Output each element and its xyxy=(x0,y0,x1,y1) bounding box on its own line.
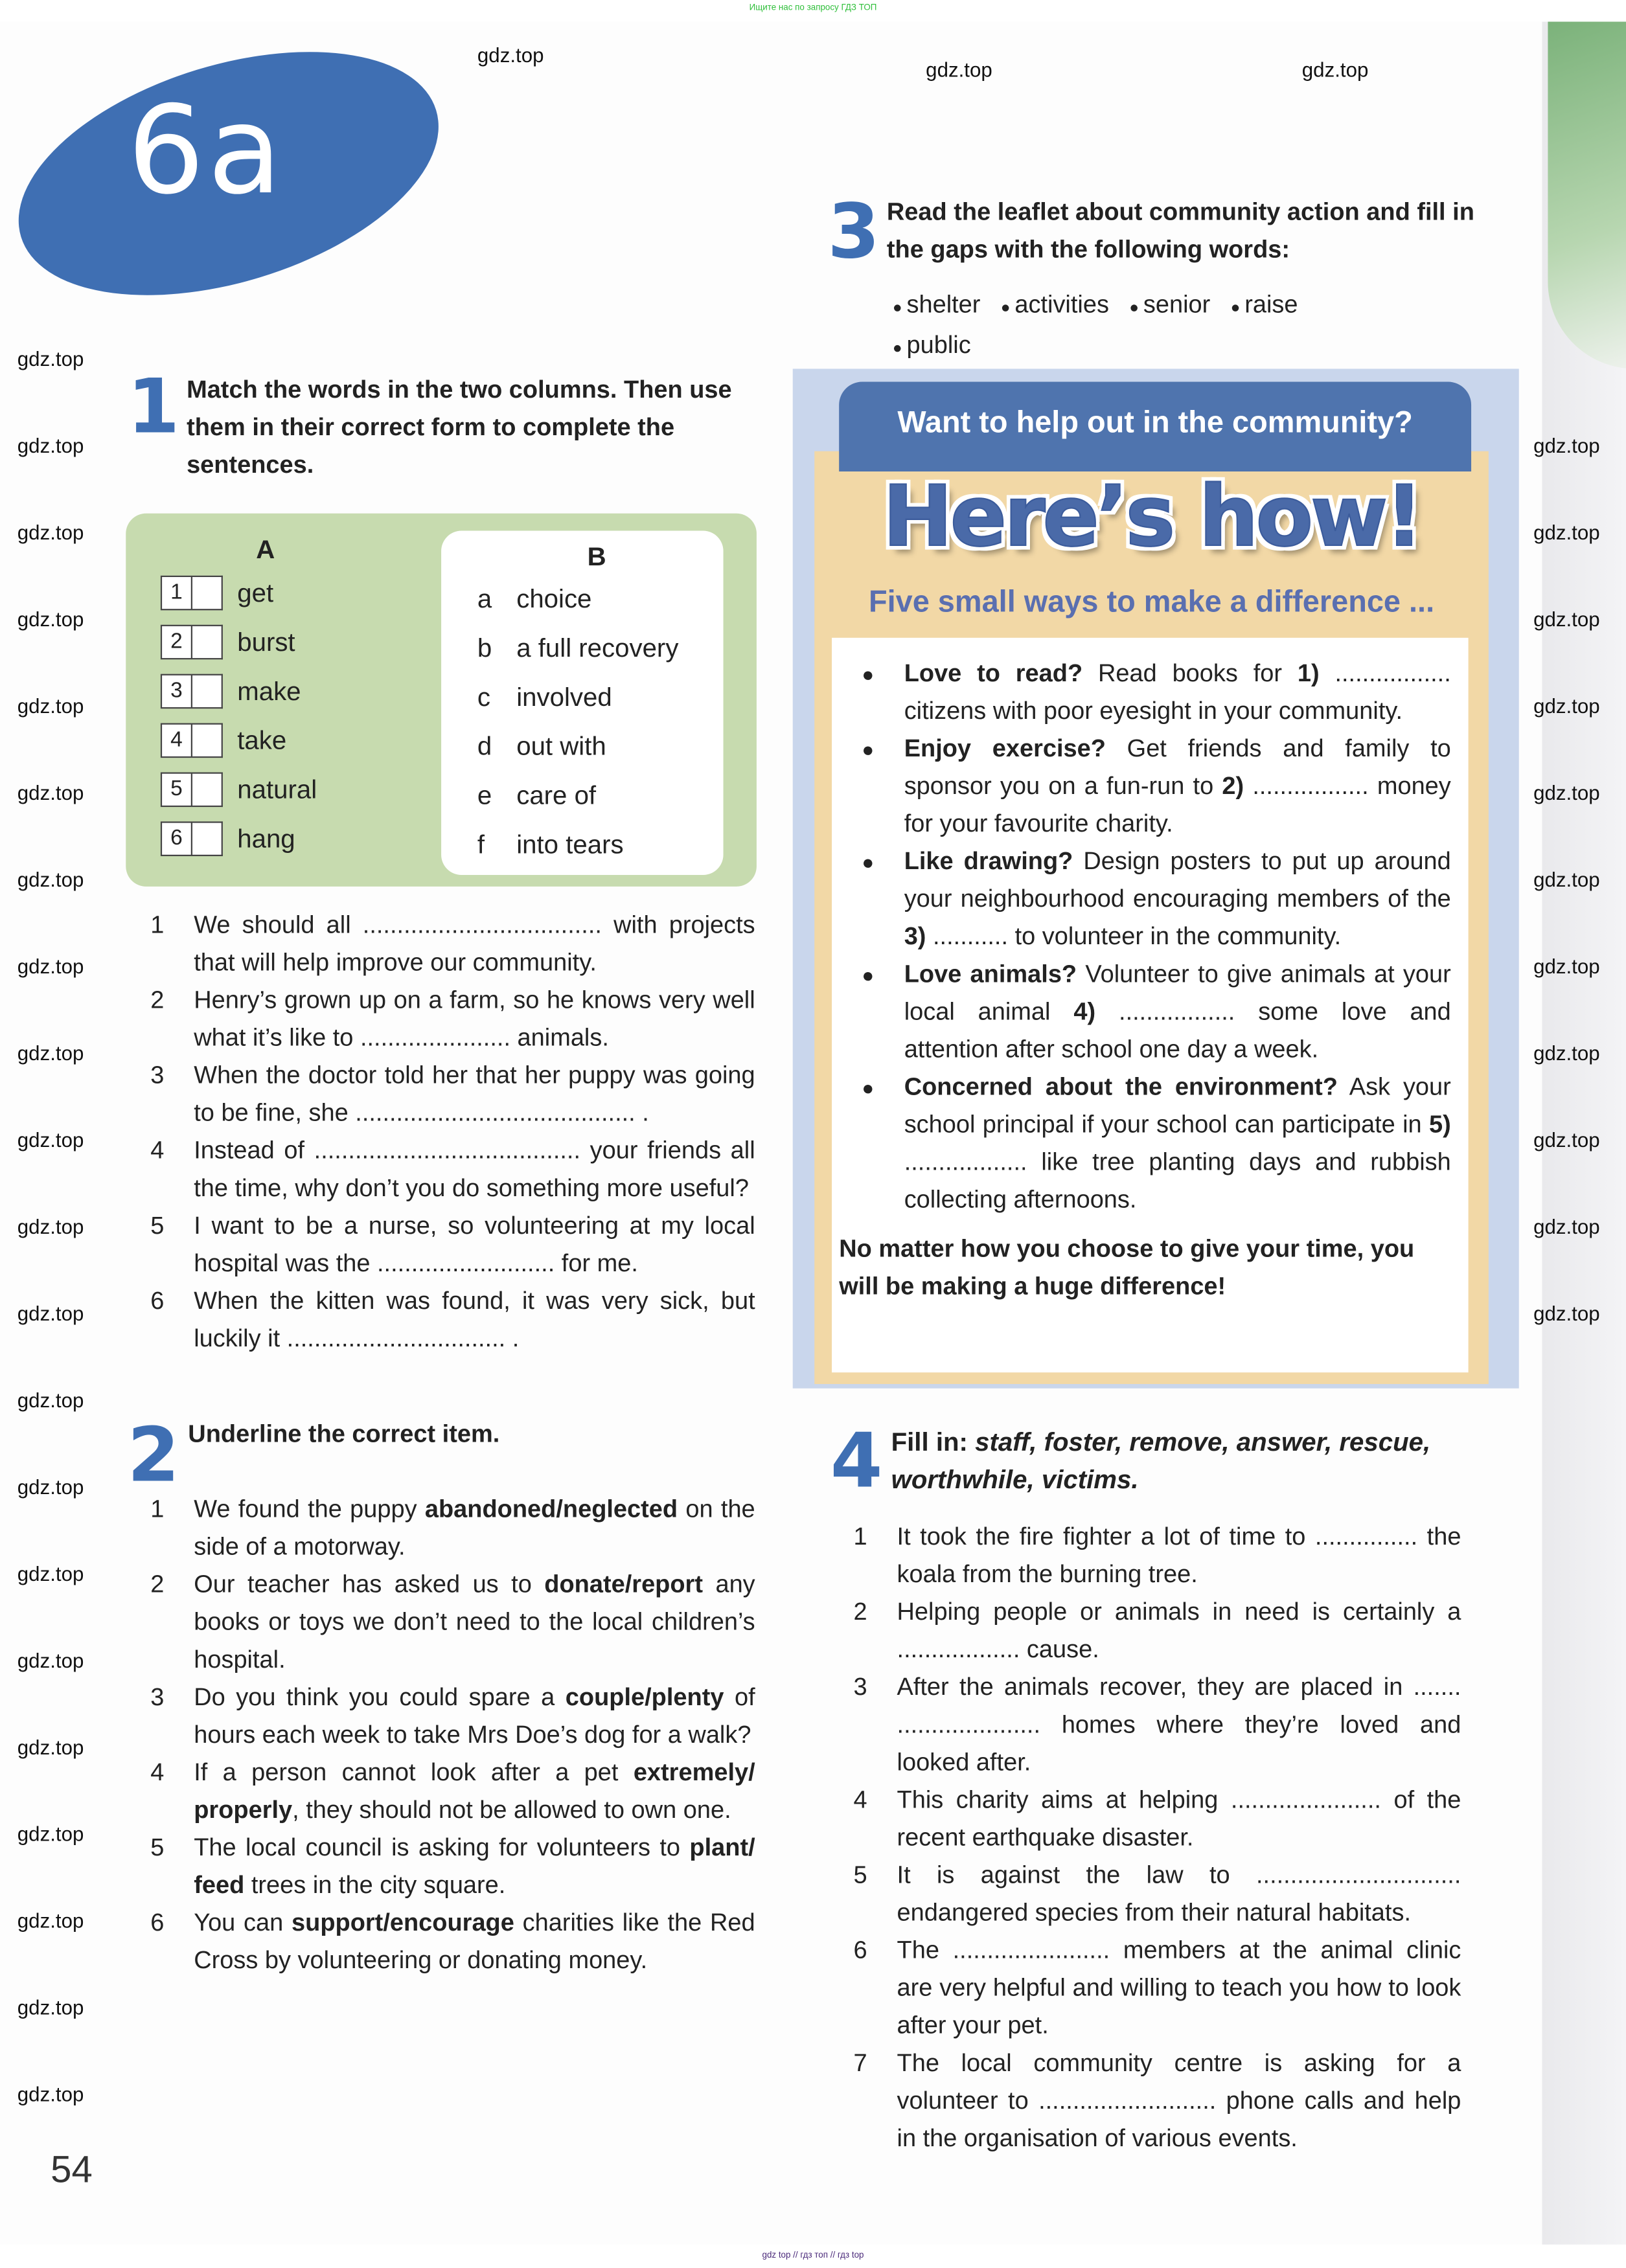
answer-box[interactable] xyxy=(192,576,223,611)
phrase: a full recovery xyxy=(516,633,679,663)
item-text xyxy=(194,982,755,1057)
item-number: 1 xyxy=(150,1495,165,1523)
text-segment: on the side of a motorway. xyxy=(194,1495,755,1561)
word: public xyxy=(906,331,971,359)
text-segment: You can xyxy=(194,1909,292,1937)
column-b-item xyxy=(477,732,679,767)
ex3-number: 3 xyxy=(827,189,880,277)
number-box: 4 xyxy=(161,723,192,758)
bottom-banner[interactable]: gdz top // гдз топ // гдз top xyxy=(762,2251,864,2261)
list-item xyxy=(150,1905,755,1980)
list-item xyxy=(150,982,755,1057)
watermark: gdz.top xyxy=(17,1301,84,1325)
list-item xyxy=(150,1679,755,1754)
text-segment: ................. some love and attention after school one day a week. xyxy=(904,997,1451,1063)
top-banner[interactable]: Ищите нас по запросу ГДЗ ТОП xyxy=(749,4,877,14)
item-text xyxy=(897,1857,1461,1932)
watermark: gdz.top xyxy=(17,694,84,718)
list-item xyxy=(854,1932,1461,2045)
word-option xyxy=(893,291,981,318)
bullet-text xyxy=(904,731,1451,843)
column-b-item xyxy=(477,633,679,668)
list-item xyxy=(150,1133,755,1208)
number-box: 3 xyxy=(161,674,192,709)
watermark: gdz.top xyxy=(17,607,84,631)
text-segment: ........... to volunteer in the community. xyxy=(926,922,1342,951)
leaflet-tab-title: Want to help out in the community? xyxy=(839,382,1471,471)
item-number: 2 xyxy=(853,1598,867,1626)
text-segment: .................. like tree planting days and rubbish collecting afternoons. xyxy=(904,1148,1451,1214)
item-text xyxy=(194,1566,755,1679)
bullet-icon: ● xyxy=(892,339,907,357)
number-box: 5 xyxy=(161,772,192,807)
bold-text: Like drawing? xyxy=(904,847,1073,876)
item-text xyxy=(194,907,755,982)
word: take xyxy=(237,725,287,754)
column-a-item xyxy=(161,772,317,807)
item-number: 2 xyxy=(150,986,165,1014)
watermark: gdz.top xyxy=(17,520,84,544)
item-number: 5 xyxy=(150,1212,165,1240)
item-number: 3 xyxy=(150,1061,165,1089)
watermark: gdz.top xyxy=(17,433,84,457)
watermark: gdz.top xyxy=(17,346,84,370)
text-segment: Read books for xyxy=(1082,659,1298,687)
watermark: gdz.top xyxy=(1533,694,1600,718)
ex1-instruction: Match the words in the two columns. Then use them in their correct form to complete the sentences. xyxy=(187,376,732,479)
column-b-list xyxy=(477,584,679,879)
item-text xyxy=(194,1283,755,1358)
answer-box[interactable] xyxy=(192,674,223,709)
ex1-number: 1 xyxy=(127,364,180,451)
text-segment: Helping people or animals in need is certainly a .................. cause. xyxy=(897,1598,1461,1664)
list-item xyxy=(854,1594,1461,1669)
item-text xyxy=(194,1679,755,1754)
bullet-icon: ● xyxy=(1000,299,1015,317)
text-segment: Henry’s grown up on a farm, so he knows very well what it’s like to ...................... animals. xyxy=(194,986,755,1052)
item-text xyxy=(194,1208,755,1283)
bold-text: abandoned/neglected xyxy=(424,1495,678,1523)
answer-box[interactable] xyxy=(192,625,223,660)
watermark: gdz.top xyxy=(17,1214,84,1238)
list-item xyxy=(150,1754,755,1830)
text-segment: It took the fire fighter a lot of time to ............... the koala from the burning tree. xyxy=(897,1523,1461,1588)
watermark: gdz.top xyxy=(1533,1301,1600,1325)
letter: b xyxy=(477,633,492,663)
next-page-corner xyxy=(1548,21,1626,369)
ex3-word-list xyxy=(887,286,1494,367)
watermark: gdz.top xyxy=(17,1822,84,1846)
bullet-icon: ● xyxy=(862,1076,875,1100)
item-number: 5 xyxy=(853,1861,867,1889)
leaflet-headline: Here’s how! xyxy=(882,467,1421,566)
phrase: into tears xyxy=(516,830,624,859)
ex2-items xyxy=(150,1491,755,1980)
text-segment: We found the puppy xyxy=(194,1495,425,1523)
text-segment: I want to be a nurse, so volunteering at my local hospital was the .......................... for me. xyxy=(194,1212,755,1277)
bullet-text xyxy=(904,843,1451,956)
word-option xyxy=(893,331,971,358)
bold-text: plant/ feed xyxy=(194,1833,755,1899)
ex2-number: 2 xyxy=(127,1412,180,1500)
phrase: involved xyxy=(516,683,612,712)
text-segment: The ....................... members at the animal clinic are very helpful and willing to teach you how to look after your pet. xyxy=(897,1936,1461,2039)
word: raise xyxy=(1244,290,1298,319)
column-a-item xyxy=(161,625,317,660)
item-number: 4 xyxy=(150,1758,165,1786)
word: senior xyxy=(1143,290,1211,319)
watermark: gdz.top xyxy=(17,1995,84,2019)
bold-text: 3) xyxy=(904,922,926,951)
item-text xyxy=(194,1491,755,1566)
bullet-text xyxy=(904,655,1451,731)
bold-text: donate/report xyxy=(544,1571,703,1598)
list-item xyxy=(150,1566,755,1679)
text-segment: It is against the law to .............................. endangered species from their natural habitats. xyxy=(897,1861,1461,1927)
item-number: 4 xyxy=(150,1137,165,1164)
bold-text: Love to read? xyxy=(904,659,1083,687)
word: burst xyxy=(237,627,295,656)
watermark: gdz.top xyxy=(477,43,544,67)
word: shelter xyxy=(906,290,981,319)
text-segment: Ask your school principal if your school can participate in xyxy=(904,1072,1451,1139)
phrase: choice xyxy=(516,584,592,613)
bold-text: 2) xyxy=(1222,772,1244,800)
watermark: gdz.top xyxy=(17,1475,84,1499)
list-item xyxy=(854,2045,1461,2158)
list-item xyxy=(150,1208,755,1283)
text-segment: This charity aims at helping ...................... of the recent earthquake disaster. xyxy=(897,1786,1461,1852)
watermark: gdz.top xyxy=(17,1561,84,1585)
word: get xyxy=(237,578,274,607)
bold-text: couple/plenty xyxy=(565,1683,724,1711)
text-segment: The local community centre is asking for a volunteer to .......................... phone calls and help in the organisation of various events. xyxy=(897,2049,1461,2152)
text-segment: Design posters to put up around your neighbourhood encouraging members of the xyxy=(904,847,1451,913)
answer-box[interactable] xyxy=(192,723,223,758)
bullet-icon: ● xyxy=(1129,299,1143,317)
item-number: 5 xyxy=(150,1833,165,1861)
text-segment: The local council is asking for volunteers to xyxy=(194,1833,690,1861)
watermark: gdz.top xyxy=(1533,954,1600,978)
word-option xyxy=(1129,291,1210,318)
text-segment: We should all ................................... with projects that will help improve our community. xyxy=(194,911,755,977)
bold-text: 4) xyxy=(1073,997,1096,1026)
watermark: gdz.top xyxy=(17,780,84,804)
phrase: out with xyxy=(516,731,606,761)
ex4-flow xyxy=(854,1423,1461,2157)
word: hang xyxy=(237,823,295,853)
list-item xyxy=(854,1857,1461,1932)
column-a-item xyxy=(161,821,317,856)
text-segment: charities like the Red Cross by volunteering or donating money. xyxy=(194,1909,755,1975)
number-box: 2 xyxy=(161,625,192,660)
bold-text: support/encourage xyxy=(292,1909,514,1937)
item-number: 2 xyxy=(150,1571,165,1598)
bullet-icon: ● xyxy=(1230,299,1245,317)
text-segment: Do you think you could spare a xyxy=(194,1683,566,1711)
item-number: 3 xyxy=(150,1683,165,1711)
text-segment: any books or toys we don’t need to the local children’s hospital. xyxy=(194,1571,755,1673)
watermark: gdz.top xyxy=(926,58,992,82)
item-text xyxy=(194,1754,755,1830)
bold-text: 5) xyxy=(1429,1111,1451,1139)
watermark: gdz.top xyxy=(1533,780,1600,804)
item-number: 1 xyxy=(853,1523,867,1550)
item-text xyxy=(194,1057,755,1132)
column-a-item xyxy=(161,723,317,758)
item-number: 6 xyxy=(853,1936,867,1964)
list-item xyxy=(854,1519,1461,1594)
text-segment: Volunteer to give animals at your local animal xyxy=(904,960,1451,1026)
text-segment: Our teacher has asked us to xyxy=(194,1571,545,1598)
watermark: gdz.top xyxy=(17,1735,84,1759)
bold-text: 1) xyxy=(1297,659,1320,687)
ex4-instruction-lead: Fill in: xyxy=(891,1427,976,1457)
word: activities xyxy=(1014,290,1109,319)
item-text xyxy=(194,1830,755,1905)
watermark: gdz.top xyxy=(1533,1214,1600,1238)
watermark: gdz.top xyxy=(1533,520,1600,544)
column-a-item xyxy=(161,674,317,709)
letter: a xyxy=(477,584,492,613)
bullet-icon: ● xyxy=(862,850,875,874)
letter: d xyxy=(477,731,492,761)
watermark: gdz.top xyxy=(17,2082,84,2106)
column-b-item xyxy=(477,781,679,816)
watermark: gdz.top xyxy=(17,867,84,891)
text-segment: After the animals recover, they are placed in ....... ..................... homes where they’re loved and looked after. xyxy=(897,1673,1461,1776)
text-segment: ................. citizens with poor eyesight in your community. xyxy=(904,659,1451,725)
item-number: 4 xyxy=(853,1786,867,1814)
column-b-item xyxy=(477,830,679,865)
column-b-item xyxy=(477,584,679,619)
word-option xyxy=(1001,291,1109,318)
bullet-text xyxy=(904,956,1451,1069)
ex3-header-flow xyxy=(887,194,1494,367)
ex1-sentences xyxy=(150,907,755,1358)
leaflet-bullet xyxy=(832,655,1451,731)
word-option xyxy=(1231,291,1298,318)
ex2-header xyxy=(127,1412,755,1500)
watermark: gdz.top xyxy=(1533,1041,1600,1065)
text-segment: , they should not be allowed to own one. xyxy=(292,1796,731,1824)
leaflet-bullet xyxy=(832,731,1451,843)
list-item xyxy=(150,907,755,982)
text-segment: Get friends and family to sponsor you on a fun-run to xyxy=(904,734,1451,800)
number-box: 6 xyxy=(161,821,192,856)
item-text xyxy=(897,2045,1461,2158)
item-number: 6 xyxy=(150,1287,165,1315)
bullet-text xyxy=(904,1069,1451,1219)
letter: e xyxy=(477,780,492,810)
watermark: gdz.top xyxy=(17,1909,84,1933)
leaflet-bullet xyxy=(832,956,1451,1069)
bold-text: extremely/ properly xyxy=(194,1758,755,1824)
item-text xyxy=(897,1669,1461,1782)
text-segment: When the doctor told her that her puppy was going to be fine, she ......................................... . xyxy=(194,1061,755,1127)
item-number: 1 xyxy=(150,911,165,939)
item-text xyxy=(897,1782,1461,1857)
list-item xyxy=(854,1669,1461,1782)
text-segment: trees in the city square. xyxy=(244,1871,506,1899)
word: make xyxy=(237,675,301,705)
list-item xyxy=(150,1830,755,1905)
leaflet-content-flow xyxy=(832,655,1451,1306)
ex4-number: 4 xyxy=(830,1418,883,1506)
column-a-list xyxy=(161,576,317,871)
ex3-instruction: Read the leaflet about community action and fill in the gaps with the following words: xyxy=(886,198,1474,264)
watermark: gdz.top xyxy=(17,954,84,978)
letter: f xyxy=(477,830,485,859)
item-text xyxy=(897,1519,1461,1594)
list-item xyxy=(150,1283,755,1358)
leaflet-bullets xyxy=(832,655,1451,1219)
item-text xyxy=(194,1905,755,1980)
text-segment: ................. money for your favourite charity. xyxy=(904,772,1451,837)
word: natural xyxy=(237,774,317,804)
letter: c xyxy=(477,683,491,712)
text-segment: of hours each week to take Mrs Doe’s dog for a walk? xyxy=(194,1683,755,1749)
item-number: 7 xyxy=(853,2049,867,2077)
watermark: gdz.top xyxy=(17,1041,84,1065)
item-number: 6 xyxy=(150,1909,165,1937)
answer-box[interactable] xyxy=(192,772,223,807)
bullet-icon: ● xyxy=(862,737,875,761)
bold-text: Love animals? xyxy=(904,960,1077,988)
ex4-items xyxy=(854,1519,1461,2158)
leaflet-closing: No matter how you choose to give your time, you will be making a huge difference! xyxy=(839,1235,1415,1300)
ex4-instruction xyxy=(854,1423,1461,1498)
text-segment: When the kitten was found, it was very sick, but luckily it ................................ . xyxy=(194,1287,755,1352)
ex4-word-list: staff, foster, remove, answer, rescue, worthwhile, victims. xyxy=(891,1427,1431,1494)
item-text xyxy=(194,1133,755,1208)
watermark: gdz.top xyxy=(1533,433,1600,457)
watermark: gdz.top xyxy=(1533,867,1600,891)
text-segment: If a person cannot look after a pet xyxy=(194,1758,634,1786)
bullet-icon: ● xyxy=(892,299,907,317)
bold-text: Enjoy exercise? xyxy=(904,734,1106,762)
column-b-header: B xyxy=(587,542,606,572)
list-item xyxy=(854,1782,1461,1857)
ex2-instruction: Underline the correct item. xyxy=(188,1420,500,1448)
bullet-icon: ● xyxy=(862,963,875,986)
leaflet-bullet xyxy=(832,1069,1451,1219)
left-column-flow xyxy=(127,907,755,1980)
text-segment: Instead of ....................................... your friends all the time, why don’t you do something more useful? xyxy=(194,1137,755,1202)
leaflet-subtitle: Five small ways to make a difference ... xyxy=(868,585,1435,619)
watermark: gdz.top xyxy=(17,1388,84,1412)
watermark: gdz.top xyxy=(17,1648,84,1672)
watermark: gdz.top xyxy=(1301,58,1369,82)
page-number: 54 xyxy=(51,2148,93,2192)
leaflet-bullet xyxy=(832,843,1451,956)
column-b-item xyxy=(477,683,679,718)
answer-box[interactable] xyxy=(192,821,223,856)
watermark: gdz.top xyxy=(1533,607,1600,631)
watermark: gdz.top xyxy=(17,1128,84,1151)
phrase: care of xyxy=(516,780,597,810)
list-item xyxy=(150,1057,755,1132)
unit-label: 6a xyxy=(127,79,285,221)
column-a-item xyxy=(161,576,317,611)
bold-text: Concerned about the environment? xyxy=(904,1072,1338,1101)
column-a-header: A xyxy=(256,535,275,564)
number-box: 1 xyxy=(161,576,192,611)
item-text xyxy=(897,1932,1461,2045)
bullet-icon: ● xyxy=(862,662,875,686)
item-number: 3 xyxy=(853,1673,867,1701)
list-item xyxy=(150,1491,755,1566)
watermark: gdz.top xyxy=(1533,1128,1600,1151)
item-text xyxy=(897,1594,1461,1669)
